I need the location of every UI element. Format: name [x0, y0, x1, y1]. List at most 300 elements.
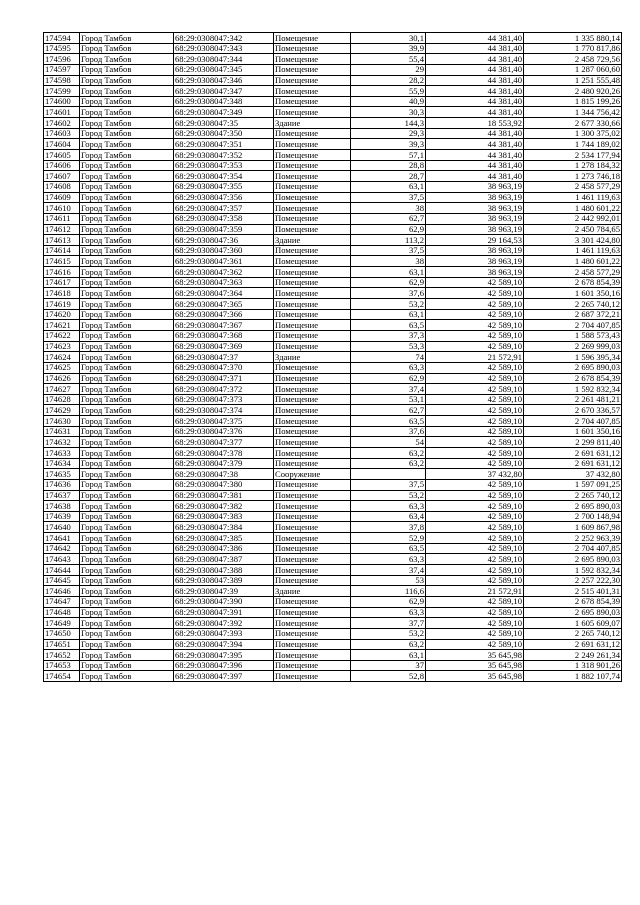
- area-cell: 37,8: [351, 522, 426, 533]
- cadastral-value-cell: 1 278 184,32: [524, 160, 622, 171]
- cadastral-number-cell: 68:29:0308047:380: [174, 479, 274, 490]
- cadastral-value-cell: 2 691 631,12: [524, 639, 622, 650]
- cadastral-value-cell: 2 269 999,03: [524, 341, 622, 352]
- specific-value-cell: 42 589,10: [426, 565, 524, 576]
- municipality-cell: Город Тамбов: [80, 160, 174, 171]
- object-type-cell: Помещение: [274, 330, 351, 341]
- row-number-cell: 174623: [44, 341, 80, 352]
- table-row: [44, 341, 622, 352]
- area-cell: 38: [351, 203, 426, 214]
- cadastral-number-cell: 68:29:0308047:366: [174, 309, 274, 320]
- table-row: [44, 139, 622, 150]
- table-row: [44, 437, 622, 448]
- object-type-cell: Помещение: [274, 341, 351, 352]
- area-cell: 53,2: [351, 299, 426, 310]
- area-cell: 37,5: [351, 245, 426, 256]
- table-row: [44, 618, 622, 629]
- table-row: [44, 256, 622, 267]
- row-number-cell: 174638: [44, 501, 80, 512]
- row-number-cell: 174633: [44, 447, 80, 458]
- table-row: [44, 447, 622, 458]
- cadastral-number-cell: 68:29:0308047:391: [174, 607, 274, 618]
- row-number-cell: 174601: [44, 107, 80, 118]
- cadastral-number-cell: 68:29:0308047:361: [174, 256, 274, 267]
- object-type-cell: Помещение: [274, 650, 351, 661]
- row-number-cell: 174650: [44, 628, 80, 639]
- municipality-cell: Город Тамбов: [80, 650, 174, 661]
- object-type-cell: Помещение: [274, 511, 351, 522]
- table-row: [44, 160, 622, 171]
- object-type-cell: Помещение: [274, 33, 351, 44]
- object-type-cell: Помещение: [274, 543, 351, 554]
- area-cell: 62,9: [351, 373, 426, 384]
- table-row: [44, 96, 622, 107]
- cadastral-number-cell: 68:29:0308047:383: [174, 511, 274, 522]
- specific-value-cell: 38 963,19: [426, 181, 524, 192]
- cadastral-number-cell: 68:29:0308047:388: [174, 565, 274, 576]
- object-type-cell: Помещение: [274, 277, 351, 288]
- specific-value-cell: 44 381,40: [426, 107, 524, 118]
- specific-value-cell: 38 963,19: [426, 213, 524, 224]
- table-row: [44, 501, 622, 512]
- area-cell: 63,5: [351, 416, 426, 427]
- municipality-cell: Город Тамбов: [80, 437, 174, 448]
- cadastral-number-cell: 68:29:0308047:344: [174, 54, 274, 65]
- cadastral-value-cell: 2 252 963,39: [524, 533, 622, 544]
- cadastral-value-cell: 1 770 817,86: [524, 43, 622, 54]
- table-row: [44, 416, 622, 427]
- object-type-cell: Помещение: [274, 362, 351, 373]
- area-cell: 53: [351, 575, 426, 586]
- area-cell: 53,1: [351, 394, 426, 405]
- object-type-cell: Здание: [274, 235, 351, 246]
- municipality-cell: Город Тамбов: [80, 309, 174, 320]
- area-cell: 63,4: [351, 511, 426, 522]
- municipality-cell: Город Тамбов: [80, 181, 174, 192]
- municipality-cell: Город Тамбов: [80, 416, 174, 427]
- specific-value-cell: 42 589,10: [426, 511, 524, 522]
- cadastral-value-cell: 2 265 740,12: [524, 299, 622, 310]
- municipality-cell: Город Тамбов: [80, 373, 174, 384]
- area-cell: 52,9: [351, 533, 426, 544]
- cadastral-value-cell: 1 588 573,43: [524, 330, 622, 341]
- row-number-cell: 174649: [44, 618, 80, 629]
- table-row: [44, 639, 622, 650]
- cadastral-number-cell: 68:29:0308047:347: [174, 86, 274, 97]
- specific-value-cell: 38 963,19: [426, 224, 524, 235]
- municipality-cell: Город Тамбов: [80, 469, 174, 480]
- area-cell: 63,1: [351, 267, 426, 278]
- cadastral-value-cell: 1 344 756,42: [524, 107, 622, 118]
- object-type-cell: Помещение: [274, 160, 351, 171]
- municipality-cell: Город Тамбов: [80, 150, 174, 161]
- municipality-cell: Город Тамбов: [80, 235, 174, 246]
- cadastral-value-cell: 1 592 832,34: [524, 565, 622, 576]
- row-number-cell: 174619: [44, 299, 80, 310]
- object-type-cell: Помещение: [274, 426, 351, 437]
- table-row: [44, 245, 622, 256]
- table-row: [44, 171, 622, 182]
- area-cell: 63,3: [351, 607, 426, 618]
- area-cell: 63,3: [351, 362, 426, 373]
- area-cell: 37,7: [351, 618, 426, 629]
- cadastral-value-cell: 1 815 199,26: [524, 96, 622, 107]
- municipality-cell: Город Тамбов: [80, 575, 174, 586]
- area-cell: 63,1: [351, 181, 426, 192]
- cadastral-value-cell: 1 605 609,07: [524, 618, 622, 629]
- cadastral-value-cell: 2 691 631,12: [524, 458, 622, 469]
- object-type-cell: Помещение: [274, 139, 351, 150]
- object-type-cell: Помещение: [274, 245, 351, 256]
- row-number-cell: 174647: [44, 596, 80, 607]
- table-row: [44, 362, 622, 373]
- cadastral-number-cell: 68:29:0308047:384: [174, 522, 274, 533]
- area-cell: 55,4: [351, 54, 426, 65]
- area-cell: 37,5: [351, 192, 426, 203]
- cadastral-number-cell: 68:29:0308047:386: [174, 543, 274, 554]
- cadastral-value-cell: 1 318 901,26: [524, 660, 622, 671]
- cadastral-number-cell: 68:29:0308047:355: [174, 181, 274, 192]
- area-cell: 116,6: [351, 586, 426, 597]
- row-number-cell: 174637: [44, 490, 80, 501]
- object-type-cell: Помещение: [274, 96, 351, 107]
- specific-value-cell: 44 381,40: [426, 139, 524, 150]
- cadastral-value-cell: 2 687 372,21: [524, 309, 622, 320]
- table-row: [44, 213, 622, 224]
- area-cell: 53,2: [351, 628, 426, 639]
- table-row: [44, 426, 622, 437]
- row-number-cell: 174613: [44, 235, 80, 246]
- row-number-cell: 174627: [44, 384, 80, 395]
- object-type-cell: Помещение: [274, 554, 351, 565]
- object-type-cell: Помещение: [274, 267, 351, 278]
- municipality-cell: Город Тамбов: [80, 639, 174, 650]
- object-type-cell: Помещение: [274, 416, 351, 427]
- table-row: [44, 405, 622, 416]
- municipality-cell: Город Тамбов: [80, 330, 174, 341]
- specific-value-cell: 42 589,10: [426, 437, 524, 448]
- row-number-cell: 174622: [44, 330, 80, 341]
- row-number-cell: 174629: [44, 405, 80, 416]
- table-row: [44, 607, 622, 618]
- row-number-cell: 174603: [44, 128, 80, 139]
- cadastral-number-cell: 68:29:0308047:349: [174, 107, 274, 118]
- table-row: [44, 511, 622, 522]
- specific-value-cell: 38 963,19: [426, 203, 524, 214]
- specific-value-cell: 37 432,80: [426, 469, 524, 480]
- table-row: [44, 565, 622, 576]
- specific-value-cell: 42 589,10: [426, 522, 524, 533]
- cadastral-number-cell: 68:29:0308047:362: [174, 267, 274, 278]
- municipality-cell: Город Тамбов: [80, 607, 174, 618]
- cadastral-number-cell: 68:29:0308047:389: [174, 575, 274, 586]
- object-type-cell: Помещение: [274, 203, 351, 214]
- municipality-cell: Город Тамбов: [80, 352, 174, 363]
- row-number-cell: 174597: [44, 64, 80, 75]
- cadastral-value-cell: 2 695 890,03: [524, 607, 622, 618]
- municipality-cell: Город Тамбов: [80, 96, 174, 107]
- cadastral-value-cell: 2 678 854,39: [524, 373, 622, 384]
- area-cell: 62,9: [351, 596, 426, 607]
- municipality-cell: Город Тамбов: [80, 299, 174, 310]
- municipality-cell: Город Тамбов: [80, 565, 174, 576]
- table-row: [44, 671, 622, 682]
- row-number-cell: 174607: [44, 171, 80, 182]
- specific-value-cell: 42 589,10: [426, 373, 524, 384]
- table-row: [44, 235, 622, 246]
- area-cell: 39,9: [351, 43, 426, 54]
- area-cell: 54: [351, 437, 426, 448]
- cadastral-value-cell: 1 601 350,16: [524, 288, 622, 299]
- object-type-cell: Помещение: [274, 479, 351, 490]
- object-type-cell: Помещение: [274, 596, 351, 607]
- specific-value-cell: 42 589,10: [426, 575, 524, 586]
- table-row: [44, 192, 622, 203]
- cadastral-value-cell: 2 695 890,03: [524, 501, 622, 512]
- table-row: [44, 586, 622, 597]
- cadastral-number-cell: 68:29:0308047:381: [174, 490, 274, 501]
- municipality-cell: Город Тамбов: [80, 75, 174, 86]
- table-row: [44, 277, 622, 288]
- area-cell: 38: [351, 256, 426, 267]
- specific-value-cell: 42 589,10: [426, 309, 524, 320]
- specific-value-cell: 42 589,10: [426, 607, 524, 618]
- municipality-cell: Город Тамбов: [80, 245, 174, 256]
- cadastral-number-cell: 68:29:0308047:348: [174, 96, 274, 107]
- cadastral-number-cell: 68:29:0308047:369: [174, 341, 274, 352]
- cadastral-number-cell: 68:29:0308047:394: [174, 639, 274, 650]
- municipality-cell: Город Тамбов: [80, 277, 174, 288]
- cadastral-value-cell: 1 744 189,02: [524, 139, 622, 150]
- object-type-cell: Помещение: [274, 192, 351, 203]
- specific-value-cell: 42 589,10: [426, 320, 524, 331]
- cadastral-value-cell: 2 442 992,01: [524, 213, 622, 224]
- area-cell: [351, 469, 426, 480]
- object-type-cell: Помещение: [274, 384, 351, 395]
- municipality-cell: Город Тамбов: [80, 447, 174, 458]
- cadastral-value-cell: 2 257 222,30: [524, 575, 622, 586]
- row-number-cell: 174644: [44, 565, 80, 576]
- municipality-cell: Город Тамбов: [80, 671, 174, 682]
- specific-value-cell: 42 589,10: [426, 330, 524, 341]
- table-row: [44, 543, 622, 554]
- cadastral-value-cell: 1 480 601,22: [524, 256, 622, 267]
- object-type-cell: Помещение: [274, 522, 351, 533]
- table-row: [44, 150, 622, 161]
- table-row: [44, 458, 622, 469]
- object-type-cell: Помещение: [274, 75, 351, 86]
- table-row: [44, 288, 622, 299]
- object-type-cell: Помещение: [274, 181, 351, 192]
- cadastral-value-cell: 2 265 740,12: [524, 490, 622, 501]
- object-type-cell: Помещение: [274, 618, 351, 629]
- municipality-cell: Город Тамбов: [80, 596, 174, 607]
- object-type-cell: Помещение: [274, 565, 351, 576]
- object-type-cell: Помещение: [274, 501, 351, 512]
- specific-value-cell: 44 381,40: [426, 86, 524, 97]
- cadastral-number-cell: 68:29:0308047:397: [174, 671, 274, 682]
- object-type-cell: Помещение: [274, 309, 351, 320]
- specific-value-cell: 42 589,10: [426, 394, 524, 405]
- object-type-cell: Сооружение: [274, 469, 351, 480]
- area-cell: 29,3: [351, 128, 426, 139]
- row-number-cell: 174617: [44, 277, 80, 288]
- municipality-cell: Город Тамбов: [80, 43, 174, 54]
- area-cell: 28,2: [351, 75, 426, 86]
- cadastral-number-cell: 68:29:0308047:37: [174, 352, 274, 363]
- specific-value-cell: 21 572,91: [426, 586, 524, 597]
- table-row: [44, 64, 622, 75]
- cadastral-value-table: [43, 32, 622, 682]
- row-number-cell: 174598: [44, 75, 80, 86]
- municipality-cell: Город Тамбов: [80, 139, 174, 150]
- cadastral-number-cell: 68:29:0308047:382: [174, 501, 274, 512]
- cadastral-number-cell: 68:29:0308047:350: [174, 128, 274, 139]
- cadastral-number-cell: 68:29:0308047:351: [174, 139, 274, 150]
- row-number-cell: 174610: [44, 203, 80, 214]
- specific-value-cell: 42 589,10: [426, 362, 524, 373]
- cadastral-value-cell: 2 299 811,40: [524, 437, 622, 448]
- cadastral-number-cell: 68:29:0308047:367: [174, 320, 274, 331]
- object-type-cell: Помещение: [274, 54, 351, 65]
- object-type-cell: Помещение: [274, 533, 351, 544]
- table-row: [44, 384, 622, 395]
- specific-value-cell: 44 381,40: [426, 150, 524, 161]
- object-type-cell: Помещение: [274, 256, 351, 267]
- table-row: [44, 554, 622, 565]
- cadastral-number-cell: 68:29:0308047:356: [174, 192, 274, 203]
- cadastral-value-cell: 2 458 577,29: [524, 267, 622, 278]
- municipality-cell: Город Тамбов: [80, 543, 174, 554]
- area-cell: 30,3: [351, 107, 426, 118]
- table-row: [44, 118, 622, 129]
- object-type-cell: Помещение: [274, 299, 351, 310]
- municipality-cell: Город Тамбов: [80, 618, 174, 629]
- area-cell: 28,7: [351, 171, 426, 182]
- object-type-cell: Помещение: [274, 437, 351, 448]
- municipality-cell: Город Тамбов: [80, 224, 174, 235]
- municipality-cell: Город Тамбов: [80, 213, 174, 224]
- cadastral-number-cell: 68:29:0308047:342: [174, 33, 274, 44]
- object-type-cell: Помещение: [274, 607, 351, 618]
- municipality-cell: Город Тамбов: [80, 107, 174, 118]
- specific-value-cell: 35 645,98: [426, 671, 524, 682]
- area-cell: 74: [351, 352, 426, 363]
- municipality-cell: Город Тамбов: [80, 533, 174, 544]
- row-number-cell: 174595: [44, 43, 80, 54]
- table-body: [44, 33, 622, 682]
- cadastral-number-cell: 68:29:0308047:363: [174, 277, 274, 288]
- municipality-cell: Город Тамбов: [80, 501, 174, 512]
- row-number-cell: 174646: [44, 586, 80, 597]
- table-row: [44, 75, 622, 86]
- cadastral-number-cell: 68:29:0308047:343: [174, 43, 274, 54]
- municipality-cell: Город Тамбов: [80, 171, 174, 182]
- object-type-cell: Помещение: [274, 490, 351, 501]
- table-row: [44, 267, 622, 278]
- cadastral-value-cell: 3 301 424,80: [524, 235, 622, 246]
- object-type-cell: Помещение: [274, 639, 351, 650]
- area-cell: 37,4: [351, 384, 426, 395]
- row-number-cell: 174605: [44, 150, 80, 161]
- specific-value-cell: 42 589,10: [426, 458, 524, 469]
- row-number-cell: 174609: [44, 192, 80, 203]
- table-row: [44, 330, 622, 341]
- area-cell: 63,1: [351, 309, 426, 320]
- specific-value-cell: 44 381,40: [426, 75, 524, 86]
- area-cell: 63,2: [351, 639, 426, 650]
- specific-value-cell: 44 381,40: [426, 33, 524, 44]
- area-cell: 113,2: [351, 235, 426, 246]
- cadastral-value-cell: 1 273 746,18: [524, 171, 622, 182]
- object-type-cell: Помещение: [274, 86, 351, 97]
- municipality-cell: Город Тамбов: [80, 320, 174, 331]
- row-number-cell: 174643: [44, 554, 80, 565]
- row-number-cell: 174628: [44, 394, 80, 405]
- cadastral-value-cell: 2 458 577,29: [524, 181, 622, 192]
- cadastral-number-cell: 68:29:0308047:378: [174, 447, 274, 458]
- object-type-cell: Здание: [274, 586, 351, 597]
- row-number-cell: 174652: [44, 650, 80, 661]
- table-row: [44, 181, 622, 192]
- row-number-cell: 174624: [44, 352, 80, 363]
- table-row: [44, 54, 622, 65]
- table-row: [44, 299, 622, 310]
- specific-value-cell: 42 589,10: [426, 299, 524, 310]
- cadastral-value-cell: 1 601 350,16: [524, 426, 622, 437]
- specific-value-cell: 42 589,10: [426, 447, 524, 458]
- row-number-cell: 174653: [44, 660, 80, 671]
- cadastral-number-cell: 68:29:0308047:375: [174, 416, 274, 427]
- municipality-cell: Город Тамбов: [80, 256, 174, 267]
- table-row: [44, 533, 622, 544]
- area-cell: 63,2: [351, 447, 426, 458]
- area-cell: 57,1: [351, 150, 426, 161]
- cadastral-value-cell: 2 249 261,34: [524, 650, 622, 661]
- table-row: [44, 203, 622, 214]
- object-type-cell: Помещение: [274, 628, 351, 639]
- specific-value-cell: 44 381,40: [426, 43, 524, 54]
- municipality-cell: Город Тамбов: [80, 405, 174, 416]
- cadastral-number-cell: 68:29:0308047:376: [174, 426, 274, 437]
- area-cell: 63,1: [351, 650, 426, 661]
- row-number-cell: 174600: [44, 96, 80, 107]
- municipality-cell: Город Тамбов: [80, 128, 174, 139]
- municipality-cell: Город Тамбов: [80, 522, 174, 533]
- table-row: [44, 479, 622, 490]
- area-cell: 37: [351, 660, 426, 671]
- municipality-cell: Город Тамбов: [80, 118, 174, 129]
- specific-value-cell: 44 381,40: [426, 128, 524, 139]
- row-number-cell: 174611: [44, 213, 80, 224]
- cadastral-number-cell: 68:29:0308047:374: [174, 405, 274, 416]
- specific-value-cell: 21 572,91: [426, 352, 524, 363]
- object-type-cell: Помещение: [274, 288, 351, 299]
- object-type-cell: Помещение: [274, 107, 351, 118]
- row-number-cell: 174618: [44, 288, 80, 299]
- cadastral-number-cell: 68:29:0308047:346: [174, 75, 274, 86]
- table-row: [44, 309, 622, 320]
- specific-value-cell: 42 589,10: [426, 628, 524, 639]
- row-number-cell: 174635: [44, 469, 80, 480]
- cadastral-value-cell: 1 882 107,74: [524, 671, 622, 682]
- specific-value-cell: 18 553,92: [426, 118, 524, 129]
- object-type-cell: Помещение: [274, 320, 351, 331]
- row-number-cell: 174596: [44, 54, 80, 65]
- cadastral-value-cell: 2 678 854,39: [524, 277, 622, 288]
- cadastral-value-cell: 2 450 784,65: [524, 224, 622, 235]
- table-row: [44, 628, 622, 639]
